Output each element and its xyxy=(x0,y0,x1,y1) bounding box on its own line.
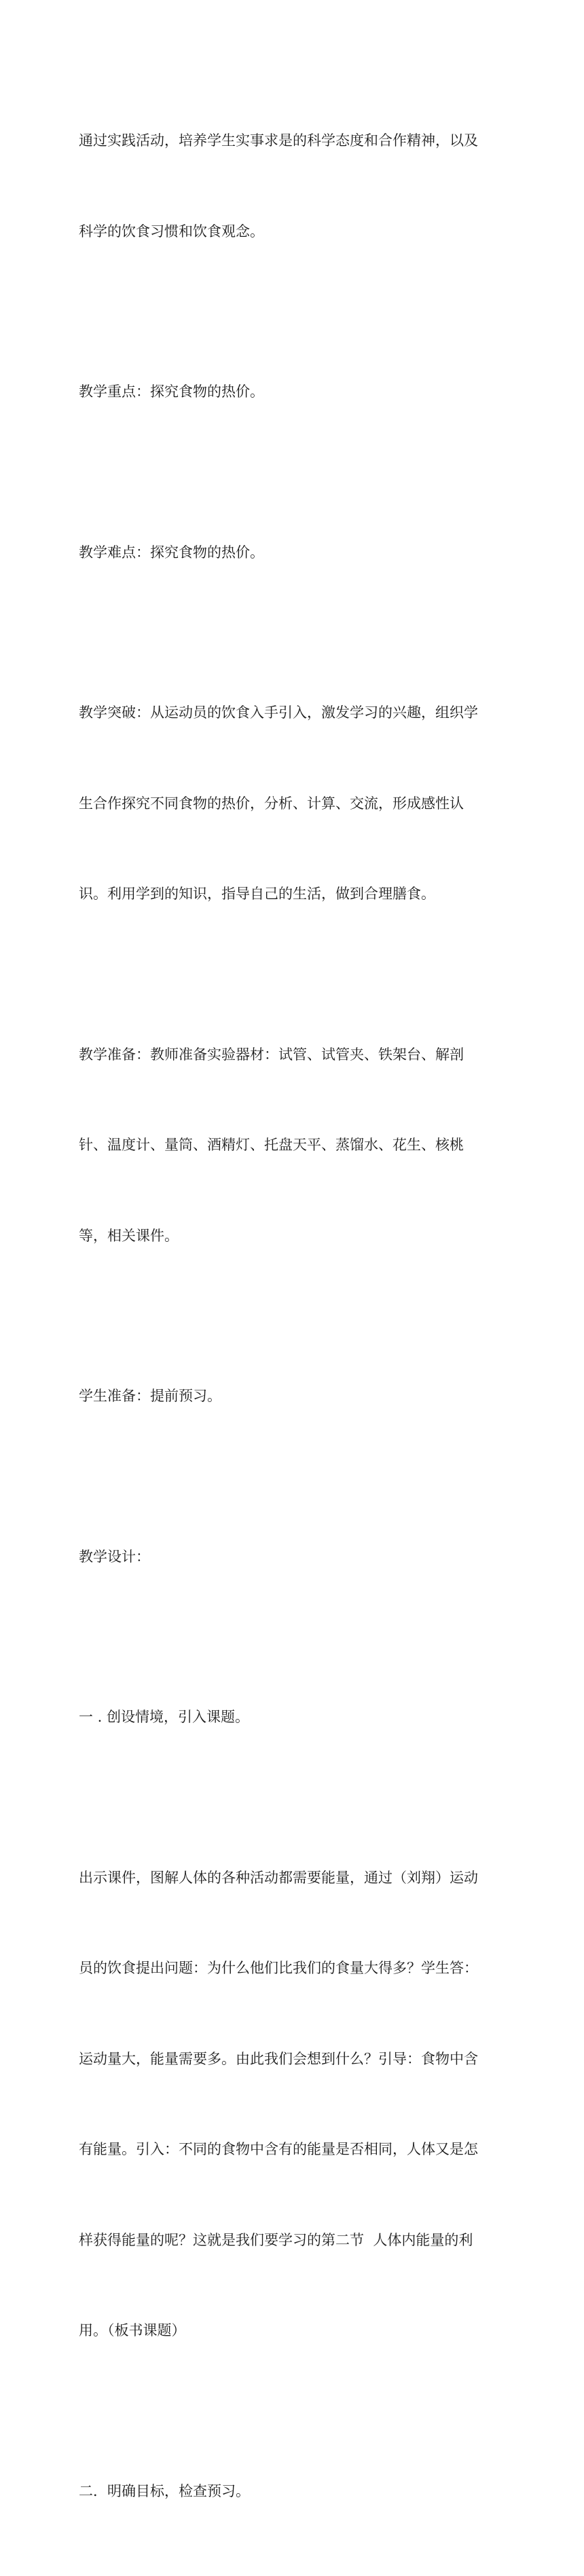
text-line: 有能量。引入：不同的食物中含有的能量是否相同，人体又是怎 xyxy=(79,2141,478,2157)
text-line: 科学的饮食习惯和饮食观念。 xyxy=(79,223,264,240)
paragraph-teacher-preparation xyxy=(79,979,498,1312)
text-line: 生合作探究不同食物的热价，分析、计算、交流，形成感性认 xyxy=(79,795,464,812)
paragraph-introduction xyxy=(79,1802,498,2406)
text-line: 学生准备：提前预习。 xyxy=(79,1388,221,1404)
paragraph-student-preparation xyxy=(79,1321,498,1472)
text-line: 出示课件，图解人体的各种活动都需要能量，通过（刘翔）运动 xyxy=(79,1869,478,1886)
text-line: 等，相关课件。 xyxy=(79,1227,179,1244)
text-line: 教学重点：探究食物的热价。 xyxy=(79,383,264,400)
paragraph-goal xyxy=(79,65,498,307)
text-line: 教学准备：教师准备实验器材：试管、试管夹、铁架台、解剖 xyxy=(79,1046,464,1063)
section-heading-one xyxy=(79,1642,498,1793)
paragraph-teaching-design xyxy=(79,1481,498,1633)
text-line: 教学突破：从运动员的饮食入手引入，激发学习的兴趣，组织学 xyxy=(79,704,478,721)
text-line: 识。利用学到的知识，指导自己的生活，做到合理膳食。 xyxy=(79,886,435,902)
text-line: 运动量大，能量需要多。由此我们会想到什么？引导：食物中含 xyxy=(79,2050,478,2067)
text-line: 员的饮食提出问题：为什么他们比我们的食量大得多？学生答： xyxy=(79,1960,478,1976)
paragraph-breakthrough xyxy=(79,637,498,970)
text-line: 一 . 创设情境，引入课题。 xyxy=(79,1709,250,1725)
text-line: 用。（板书课题） xyxy=(79,2322,186,2338)
section-heading-two xyxy=(79,2416,498,2567)
text-line: 二．明确目标，检查预习。 xyxy=(79,2482,250,2499)
text-line: 针、温度计、量筒、酒精灯、托盘天平、蒸馏水、花生、核桃 xyxy=(79,1137,464,1153)
text-line: 样获得能量的呢？这就是我们要学习的第二节 人体内能量的利 xyxy=(79,2231,473,2248)
document-body xyxy=(79,65,498,2576)
text-line: 通过实践活动，培养学生实事求是的科学态度和合作精神，以及 xyxy=(79,132,478,149)
text-line: 教学难点：探究食物的热价。 xyxy=(79,544,264,561)
paragraph-difficulty xyxy=(79,477,498,628)
text-line: 教学设计： xyxy=(79,1548,150,1565)
paragraph-key-point xyxy=(79,316,498,468)
